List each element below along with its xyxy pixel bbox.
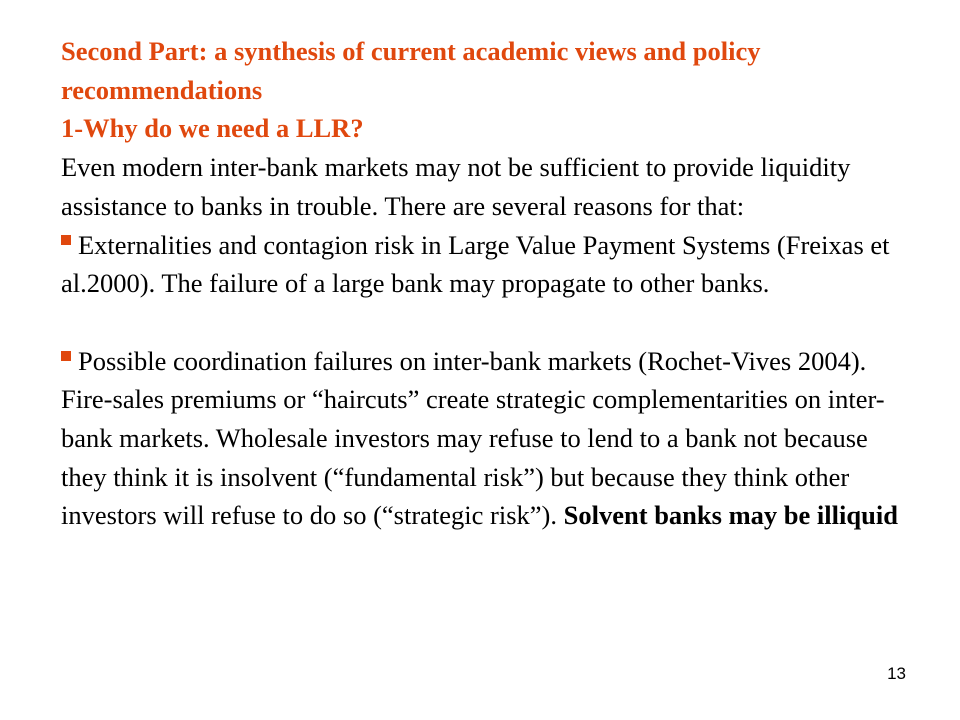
spacer xyxy=(61,303,911,342)
bullet-emphasis: Solvent banks may be illiquid xyxy=(563,500,898,531)
page-number: 13 xyxy=(887,664,906,683)
bullet-item-externalities xyxy=(61,226,911,303)
slide-body xyxy=(61,32,911,535)
question-heading: 1-Why do we need a LLR? xyxy=(61,113,364,144)
square-bullet-icon xyxy=(61,351,71,361)
square-bullet-icon xyxy=(61,235,71,245)
bullet-item-coordination xyxy=(61,342,911,536)
section-heading: Second Part: a synthesis of current academic views and policy recommendations xyxy=(61,36,761,105)
bullet-text: Externalities and contagion risk in Large Value Payment Systems (Freixas et al.2000). The failure of a large bank may propagate to other banks. xyxy=(61,229,890,299)
bullet-text: Possible coordination failures on inter-bank markets (Rochet-Vives 2004). Fire-sales premiums or “haircuts” create strategic complementarities on inter-bank markets. Wholesale investors may refuse to lend to a bank not because they think it is insolvent (“fundamental risk”) but because they think other investors will refuse to do so (“strategic risk”). xyxy=(61,345,885,531)
intro-paragraph: Even modern inter-bank markets may not be sufficient to provide liquidity assistance to banks in trouble. There are several reasons for that: xyxy=(61,152,851,221)
